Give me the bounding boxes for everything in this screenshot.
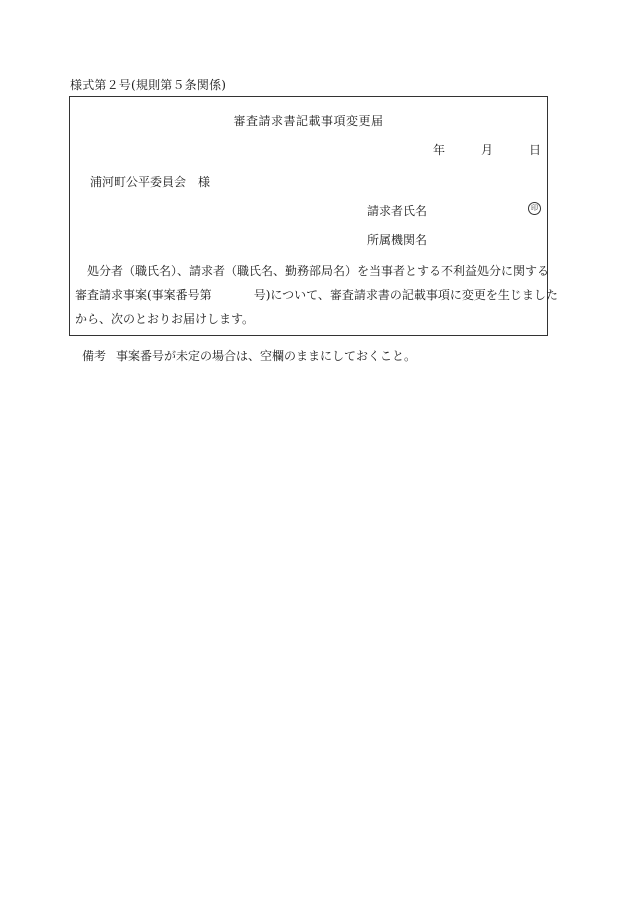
body-line-1: 処分者（職氏名）、請求者（職氏名、勤務部局名）を当事者とする不利益処分に関する <box>87 264 550 278</box>
addressee: 浦河町公平委員会 様 <box>90 175 211 189</box>
affiliation-label: 所属機関名 <box>367 233 428 247</box>
date-day: 日 <box>528 143 541 157</box>
date-year: 年 <box>432 143 445 157</box>
body-line-3: から、次のとおりお届けします。 <box>75 312 255 326</box>
body-line-2-start: 審査請求事案(事案番号第 <box>75 288 212 302</box>
date-month: 月 <box>480 143 493 157</box>
notification-form <box>69 96 558 336</box>
body-line-2-end: 号)について、審査請求書の記載事項に変更を生じました <box>253 288 558 302</box>
date-line <box>433 141 541 158</box>
body-line-2 <box>75 283 558 307</box>
remarks <box>82 347 416 364</box>
form-number-label: 様式第２号(規則第５条関係) <box>70 78 227 92</box>
requester-name-row <box>367 202 541 219</box>
requester-name-label: 請求者氏名 <box>367 204 428 218</box>
seal-icon: 印 <box>528 202 541 215</box>
body-paragraph <box>75 259 558 331</box>
document-title: 審査請求書記載事項変更届 <box>233 114 384 128</box>
remarks-text: 事案番号が未定の場合は、空欄のままにしておくこと。 <box>116 349 417 363</box>
remarks-heading: 備考 <box>82 349 107 363</box>
